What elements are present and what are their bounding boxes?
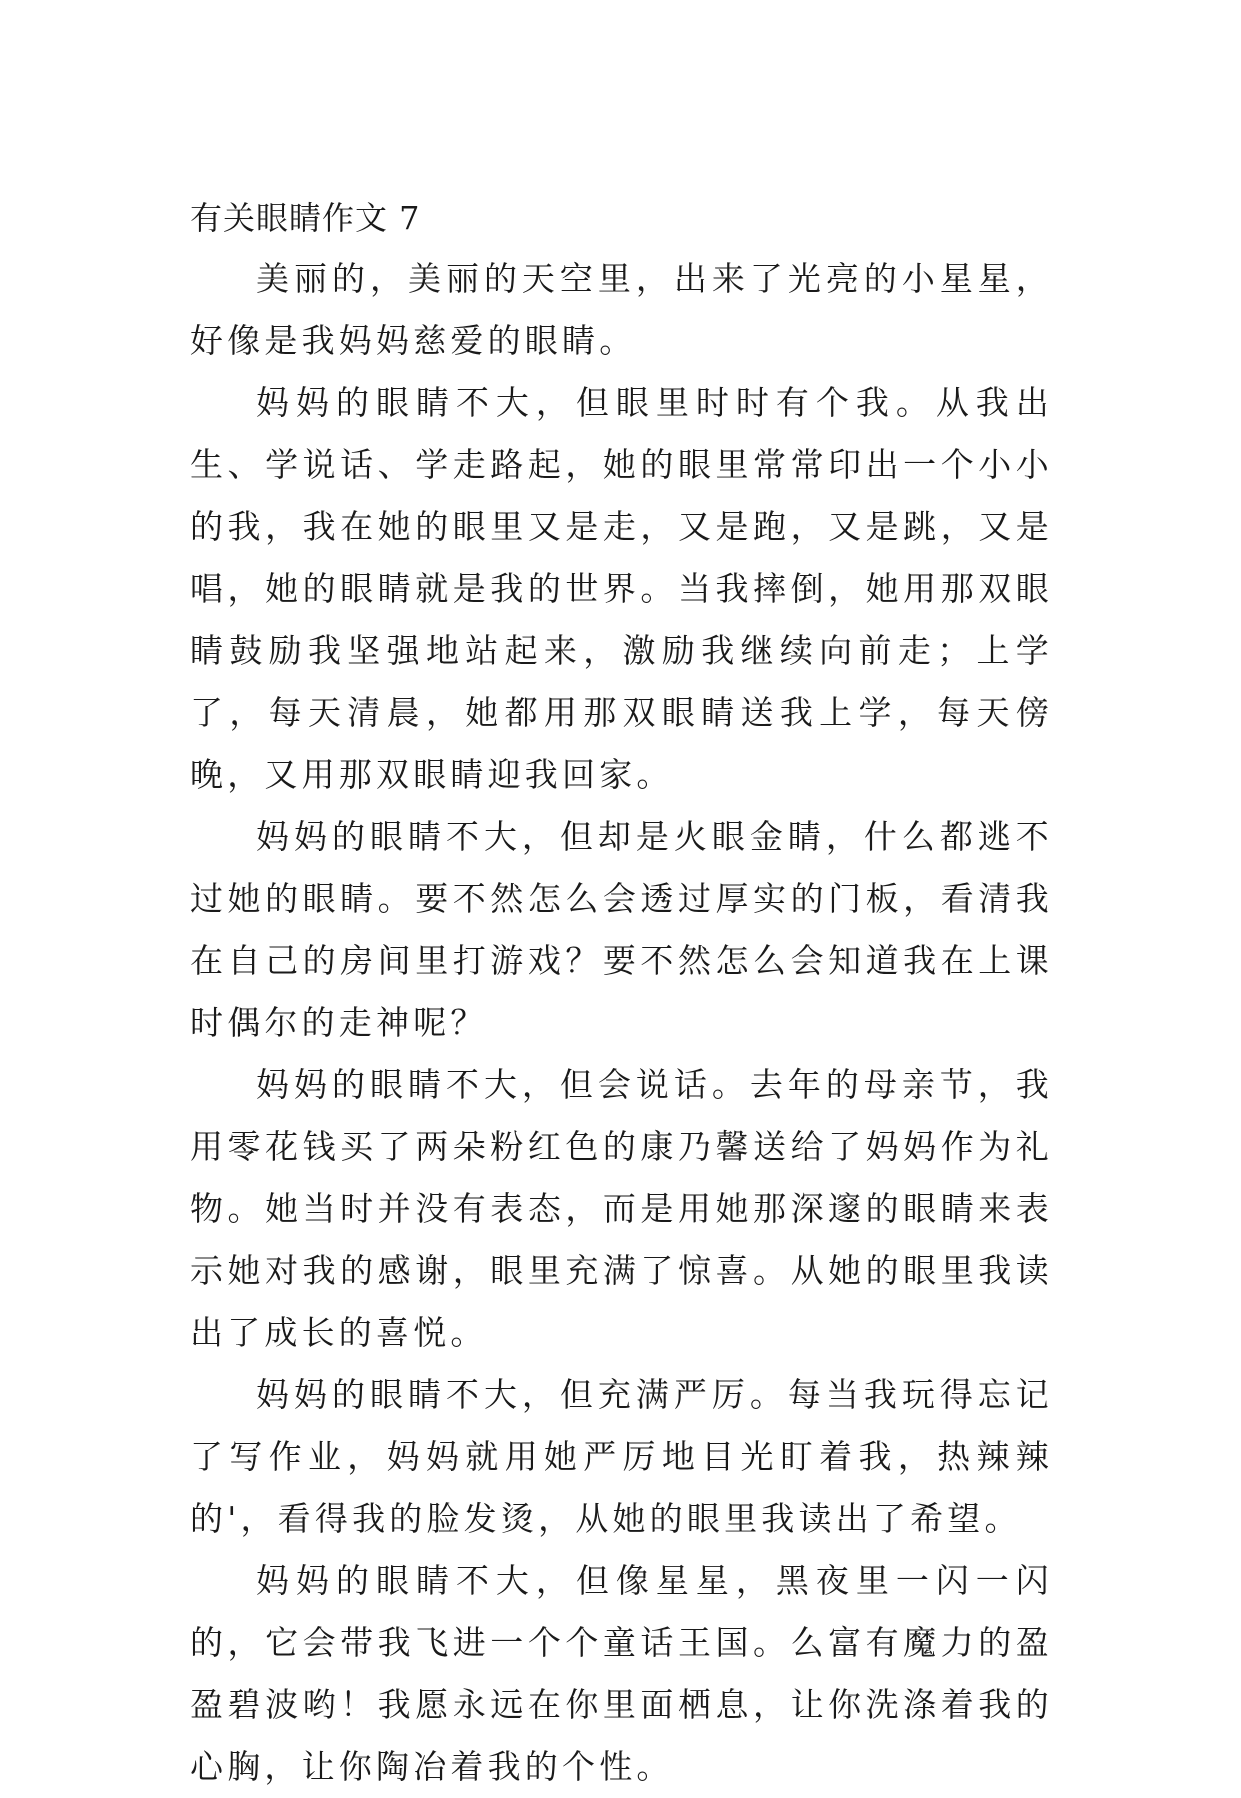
- paragraph-3: 妈妈的眼睛不大，但却是火眼金睛，什么都逃不过她的眼睛。要不然怎么会透过厚实的门板，看清我在自己的房间里打游戏？要不然怎么会知道我在上课时偶尔的走神呢？: [190, 817, 1053, 1042]
- paragraph-6: 妈妈的眼睛不大，但像星星，黑夜里一闪一闪的，它会带我飞进一个个童话王国。么富有魔力的盈盈碧波哟！我愿永远在你里面栖息，让你洗涤着我的心胸，让你陶冶着我的个性。: [190, 1561, 1053, 1786]
- essay-body: [190, 188, 1053, 1798]
- essay-title: 有关眼睛作文 7: [190, 199, 421, 237]
- paragraph-4: 妈妈的眼睛不大，但会说话。去年的母亲节，我用零花钱买了两朵粉红色的康乃馨送给了妈妈作为礼物。她当时并没有表态，而是用她那深邃的眼睛来表示她对我的感谢，眼里充满了惊喜。从她的眼里我读出了成长的喜悦。: [190, 1065, 1053, 1352]
- paragraph-1: 美丽的，美丽的天空里，出来了光亮的小星星，好像是我妈妈慈爱的眼睛。: [190, 259, 1053, 360]
- paragraph-5: 妈妈的眼睛不大，但充满严厉。每当我玩得忘记了写作业，妈妈就用她严厉地目光盯着我，热辣辣的'，看得我的脸发烫，从她的眼里我读出了希望。: [190, 1375, 1053, 1538]
- paragraph-2: 妈妈的眼睛不大，但眼里时时有个我。从我出生、学说话、学走路起，她的眼里常常印出一个小小的我，我在她的眼里又是走，又是跑，又是跳，又是唱，她的眼睛就是我的世界。当我摔倒，她用那双眼睛鼓励我坚强地站起来，激励我继续向前走；上学了，每天清晨，她都用那双眼睛送我上学，每天傍晚，又用那双眼睛迎我回家。: [190, 383, 1053, 794]
